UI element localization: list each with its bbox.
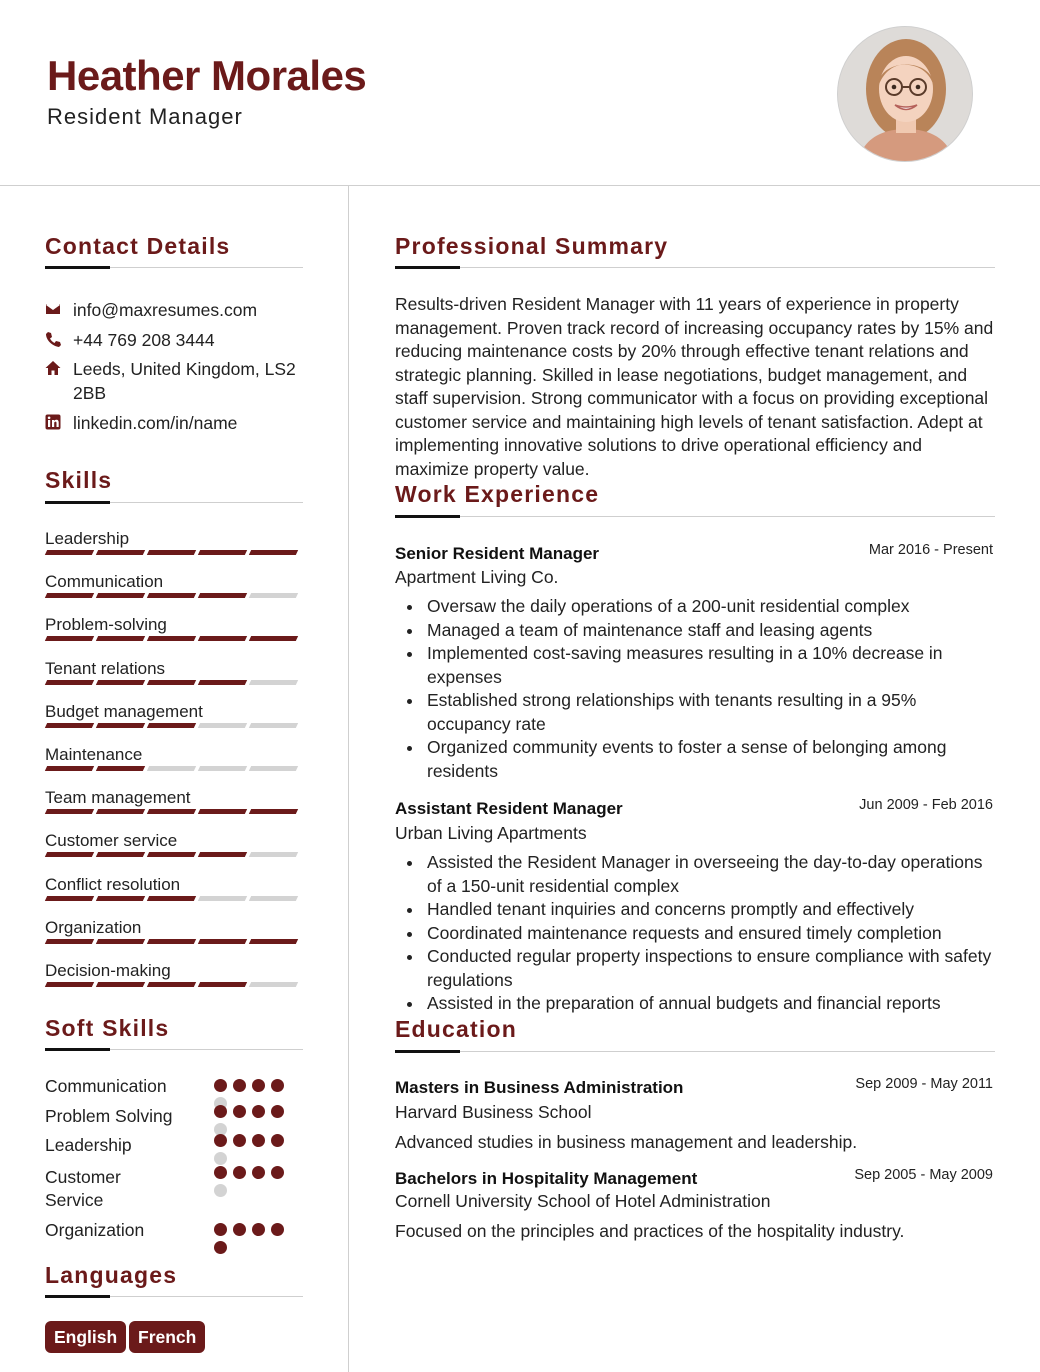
soft-skill-dot xyxy=(233,1223,246,1236)
soft-skill-label: Problem Solving xyxy=(45,1106,173,1126)
contact-email xyxy=(45,298,310,322)
skill-level-segment xyxy=(198,852,247,857)
skill-level-segment xyxy=(249,723,298,728)
skill-level-segment xyxy=(45,636,94,641)
soft-skill-label: Leadership xyxy=(45,1135,132,1155)
skill-level-segment xyxy=(45,593,94,598)
skill-level-bars xyxy=(46,982,297,987)
candidate-role: Resident Manager xyxy=(47,104,243,129)
skill-level-segment xyxy=(96,593,145,598)
skill-label: Leadership xyxy=(45,529,130,548)
education-desc: Advanced studies in business management and leadership. xyxy=(395,1132,858,1152)
soft-skill-label: Communication xyxy=(45,1076,167,1096)
skill-level-segment xyxy=(96,982,145,987)
skill-level-segment xyxy=(147,550,196,555)
job-dates: Jun 2009 - Feb 2016 xyxy=(859,797,993,813)
skill-label: Tenant relations xyxy=(45,658,166,678)
job-bullet: Implemented cost-saving measures resulting in a 10% decrease in expenses xyxy=(427,642,997,689)
linkedin-icon xyxy=(45,411,73,430)
skill-level-bars xyxy=(46,939,297,944)
soft-skill-dot xyxy=(214,1105,227,1118)
soft-skill-dot xyxy=(214,1223,227,1236)
skill-level-bars xyxy=(46,680,297,685)
envelope-icon xyxy=(45,298,73,317)
education-degree: Bachelors in Hospitality Management xyxy=(395,1169,698,1188)
skill-level-bars xyxy=(46,636,297,641)
skill-level-segment xyxy=(147,896,196,901)
candidate-name: Heather Morales xyxy=(47,52,367,99)
summary-text: Results-driven Resident Manager with 11 years of experience in property management. Proven track record of increasing occupancy rates by 15% and reducing maintenance costs by 20% through effective tenant relations and strategic planning. Skilled in lease negotiations, budget management, and staff supervision. Strong communicator with a focus on providing exceptional customer service and maintaining high levels of tenant satisfaction. Adept at implementing innovative solutions to drive operational efficiency and maximize property value. xyxy=(395,294,994,479)
home-icon xyxy=(45,357,73,376)
soft-skill-dot xyxy=(252,1079,265,1092)
summary-title: Professional Summary xyxy=(395,233,669,259)
skill-label: Problem-solving xyxy=(45,615,167,635)
skill-level-segment xyxy=(147,593,196,598)
contact-address xyxy=(45,357,310,405)
skill-level-bars xyxy=(46,593,297,598)
contact-linkedin-text[interactable]: linkedin.com/in/name xyxy=(73,413,238,433)
job-bullets xyxy=(427,851,997,1016)
soft-skill-dot xyxy=(271,1134,284,1147)
languages-title: Languages xyxy=(45,1262,178,1288)
language-badge: French xyxy=(129,1321,205,1353)
summary-rule xyxy=(395,267,995,268)
skill-level-segment xyxy=(198,939,247,944)
skill-row xyxy=(45,615,303,635)
skill-level-segment xyxy=(96,723,145,728)
contact-linkedin xyxy=(45,411,310,435)
skill-row xyxy=(45,745,303,765)
contact-phone-text[interactable]: +44 769 208 3444 xyxy=(73,330,215,350)
skill-level-segment xyxy=(147,723,196,728)
skill-level-segment xyxy=(249,593,298,598)
experience-rule xyxy=(395,516,995,517)
soft-skill-dots xyxy=(214,1105,294,1136)
education-rule xyxy=(395,1051,995,1052)
skill-row xyxy=(45,659,303,679)
skill-level-segment xyxy=(198,982,247,987)
skill-level-segment xyxy=(96,852,145,857)
skill-level-bars xyxy=(46,723,297,728)
contact-title: Contact Details xyxy=(45,233,231,259)
education-dates: Sep 2009 - May 2011 xyxy=(855,1076,993,1092)
skill-row xyxy=(45,529,303,549)
skill-level-segment xyxy=(198,809,247,814)
skill-label: Maintenance xyxy=(45,745,143,764)
skill-level-segment xyxy=(147,636,196,641)
languages-rule xyxy=(45,1296,303,1297)
skill-level-segment xyxy=(96,896,145,901)
job-bullet: Assisted the Resident Manager in overseeing the day-to-day operations of a 150-unit residential complex xyxy=(427,851,997,898)
skill-level-segment xyxy=(96,550,145,555)
job-bullet: Conducted regular property inspections to ensure compliance with safety regulations xyxy=(427,945,997,992)
skill-level-segment xyxy=(198,723,247,728)
soft-skill-dot xyxy=(233,1079,246,1092)
contact-rule xyxy=(45,267,303,268)
job-title: Senior Resident Manager xyxy=(395,544,600,563)
skill-level-segment xyxy=(249,852,298,857)
soft-skill-dots xyxy=(214,1134,294,1165)
skill-level-segment xyxy=(249,809,298,814)
skill-row xyxy=(45,702,303,722)
soft-skill-dots xyxy=(214,1223,294,1254)
skill-level-segment xyxy=(249,680,298,685)
skill-level-segment xyxy=(45,939,94,944)
skill-label: Organization xyxy=(45,917,142,937)
job-bullet: Organized community events to foster a sense of belonging among residents xyxy=(427,736,997,783)
skill-level-segment xyxy=(249,636,298,641)
skill-level-segment xyxy=(45,723,94,728)
job-bullet: Assisted in the preparation of annual budgets and financial reports xyxy=(427,992,997,1016)
skill-label: Communication xyxy=(45,572,164,592)
job-org: Urban Living Apartments xyxy=(395,823,587,843)
education-school: Harvard Business School xyxy=(395,1102,592,1122)
soft-skill-dot xyxy=(252,1223,265,1236)
skill-level-bars xyxy=(46,550,297,555)
column-divider xyxy=(348,186,349,1372)
skill-row xyxy=(45,831,303,851)
soft-skill-dot xyxy=(271,1079,284,1092)
language-badge: English xyxy=(45,1321,126,1353)
job-bullet: Handled tenant inquiries and concerns promptly and effectively xyxy=(427,898,997,922)
skill-level-segment xyxy=(147,680,196,685)
skill-level-bars xyxy=(46,809,297,814)
soft-skill-dot xyxy=(252,1105,265,1118)
soft-skill-dot xyxy=(214,1184,227,1197)
skill-level-segment xyxy=(198,636,247,641)
job-bullet: Oversaw the daily operations of a 200-unit residential complex xyxy=(427,595,997,619)
skill-level-segment xyxy=(249,982,298,987)
skill-level-segment xyxy=(249,939,298,944)
skill-level-segment xyxy=(249,766,298,771)
skill-label: Budget management xyxy=(45,701,203,721)
soft-skill-dot xyxy=(214,1079,227,1092)
education-desc: Focused on the principles and practices of the hospitality industry. xyxy=(395,1221,905,1241)
skill-level-bars xyxy=(46,766,297,771)
skill-label: Team management xyxy=(45,788,191,808)
education-title: Education xyxy=(395,1016,517,1042)
soft-skill-dot xyxy=(271,1223,284,1236)
profile-photo xyxy=(837,26,973,162)
soft-skill-dot xyxy=(252,1166,265,1179)
soft-skill-dot xyxy=(271,1166,284,1179)
skill-level-segment xyxy=(96,809,145,814)
skill-level-segment xyxy=(147,982,196,987)
job-org: Apartment Living Co. xyxy=(395,567,559,587)
skill-level-segment xyxy=(249,550,298,555)
education-dates: Sep 2005 - May 2009 xyxy=(854,1167,993,1183)
skill-level-segment xyxy=(198,550,247,555)
skill-level-bars xyxy=(46,852,297,857)
soft-skill-label: Organization xyxy=(45,1220,145,1240)
soft-skills-rule xyxy=(45,1049,303,1050)
skill-level-segment xyxy=(198,896,247,901)
experience-title: Work Experience xyxy=(395,481,600,507)
skill-level-segment xyxy=(198,593,247,598)
skill-row xyxy=(45,961,303,981)
skill-row xyxy=(45,572,303,592)
skills-title: Skills xyxy=(45,467,113,493)
soft-skills-title: Soft Skills xyxy=(45,1015,170,1041)
skills-rule xyxy=(45,502,303,503)
skill-level-segment xyxy=(96,766,145,771)
job-bullet: Coordinated maintenance requests and ensured timely completion xyxy=(427,922,997,946)
contact-phone xyxy=(45,328,310,352)
job-dates: Mar 2016 - Present xyxy=(868,542,993,558)
skill-row xyxy=(45,875,303,895)
soft-skill-dot xyxy=(214,1166,227,1179)
soft-skill-label: Customer Service xyxy=(45,1167,121,1210)
skill-level-segment xyxy=(45,896,94,901)
skill-level-segment xyxy=(147,939,196,944)
skill-level-segment xyxy=(96,939,145,944)
phone-icon xyxy=(45,328,73,347)
job-bullet: Established strong relationships with tenants resulting in a 95% occupancy rate xyxy=(427,689,997,736)
skill-level-segment xyxy=(96,680,145,685)
skill-label: Conflict resolution xyxy=(45,874,181,894)
skill-level-bars xyxy=(46,896,297,901)
skill-level-segment xyxy=(249,896,298,901)
skill-level-segment xyxy=(147,766,196,771)
job-bullets xyxy=(427,595,997,783)
soft-skill-dot xyxy=(233,1134,246,1147)
skill-label: Customer service xyxy=(45,831,178,851)
skill-level-segment xyxy=(45,852,94,857)
skill-level-segment xyxy=(45,766,94,771)
soft-skill-dots xyxy=(214,1166,294,1197)
skill-row xyxy=(45,788,303,808)
education-school: Cornell University School of Hotel Administration xyxy=(395,1191,771,1211)
soft-skill-dot xyxy=(252,1134,265,1147)
contact-address-text: Leeds, United Kingdom, LS2 2BB xyxy=(73,359,296,403)
job-title: Assistant Resident Manager xyxy=(395,799,623,818)
contact-email-text[interactable]: info@maxresumes.com xyxy=(73,300,258,320)
soft-skill-dot xyxy=(233,1105,246,1118)
skill-row xyxy=(45,918,303,938)
skill-label: Decision-making xyxy=(45,961,171,980)
job-bullet: Managed a team of maintenance staff and leasing agents xyxy=(427,619,997,643)
skill-level-segment xyxy=(198,680,247,685)
soft-skill-dot xyxy=(214,1241,227,1254)
profile-photo-illustration xyxy=(838,27,973,162)
skill-level-segment xyxy=(198,766,247,771)
soft-skill-dot xyxy=(214,1134,227,1147)
skill-level-segment xyxy=(147,809,196,814)
skill-level-segment xyxy=(147,852,196,857)
skill-level-segment xyxy=(96,636,145,641)
skill-level-segment xyxy=(45,809,94,814)
skill-level-segment xyxy=(45,550,94,555)
education-degree: Masters in Business Administration xyxy=(395,1078,684,1097)
soft-skill-dot xyxy=(233,1166,246,1179)
soft-skill-dot xyxy=(271,1105,284,1118)
soft-skill-dot xyxy=(214,1152,227,1165)
resume-header xyxy=(0,0,1040,186)
skill-level-segment xyxy=(45,982,94,987)
skill-level-segment xyxy=(45,680,94,685)
